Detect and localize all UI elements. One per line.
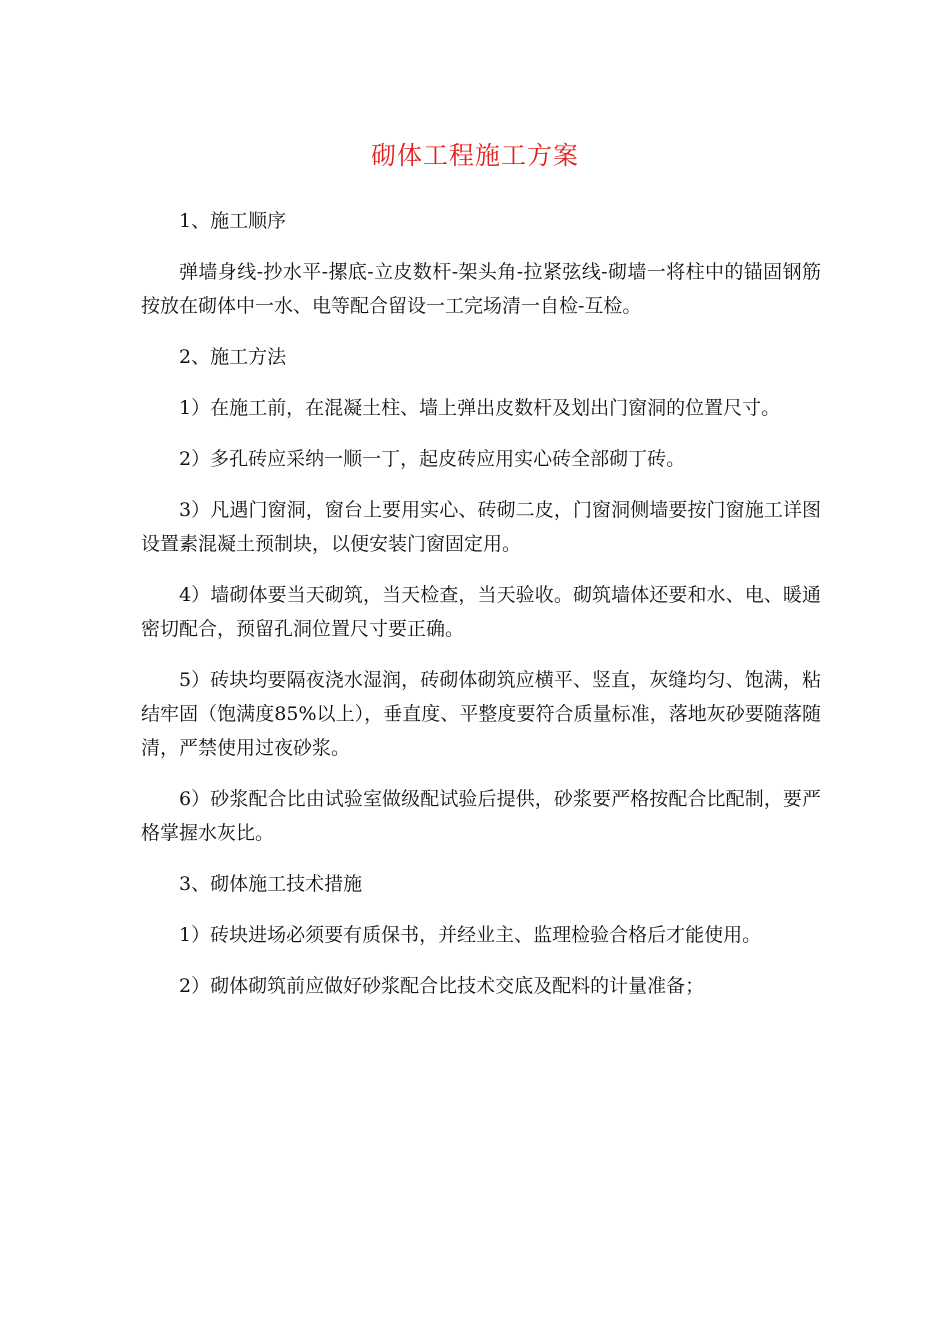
paragraph-measure-1: 1）砖块进场必须要有质保书，并经业主、监理检验合格后才能使用。 — [179, 924, 762, 946]
paragraph-method-4: 4）墙砌体要当天砌筑，当天检查，当天验收。砌筑墙体还要和水、电、暖通密切配合，预留孔洞位置尺寸要正确。 — [141, 584, 821, 640]
paragraph-measure-2: 2）砌体砌筑前应做好砂浆配合比技术交底及配料的计量准备； — [179, 975, 705, 997]
paragraph-method-6: 6）砂浆配合比由试验室做级配试验后提供，砂浆要严格按配合比配制，要严格掌握水灰比。 — [141, 788, 821, 844]
document-body — [141, 204, 821, 1020]
section-heading-construction-method: 2、施工方法 — [179, 346, 287, 368]
paragraph-method-2: 2）多孔砖应采纳一顺一丁，起皮砖应用实心砖全部砌丁砖。 — [179, 448, 686, 470]
section-heading-construction-sequence: 1、施工顺序 — [179, 210, 287, 232]
document-title: 砌体工程施工方案 — [370, 141, 579, 170]
paragraph-method-5: 5）砖块均要隔夜浇水湿润，砖砌体砌筑应横平、竖直，灰缝均匀、饱满，粘结牢固（饱满度85%以上），垂直度、平整度要符合质量标准，落地灰砂要随落随清，严禁使用过夜砂浆。 — [141, 669, 821, 759]
paragraph-method-1: 1）在施工前，在混凝土柱、墙上弹出皮数杆及划出门窗洞的位置尺寸。 — [179, 397, 781, 419]
paragraph-construction-sequence: 弹墙身线-抄水平-摞底-立皮数杆-架头角-拉紧弦线-砌墙一将柱中的锚固钢筋按放在砌体中一水、电等配合留设一工完场清一自检-互检。 — [141, 261, 821, 317]
paragraph-method-3: 3）凡遇门窗洞，窗台上要用实心、砖砌二皮，门窗洞侧墙要按门窗施工详图设置素混凝土预制块，以便安装门窗固定用。 — [141, 499, 821, 555]
section-heading-technical-measures: 3、砌体施工技术措施 — [179, 873, 363, 895]
